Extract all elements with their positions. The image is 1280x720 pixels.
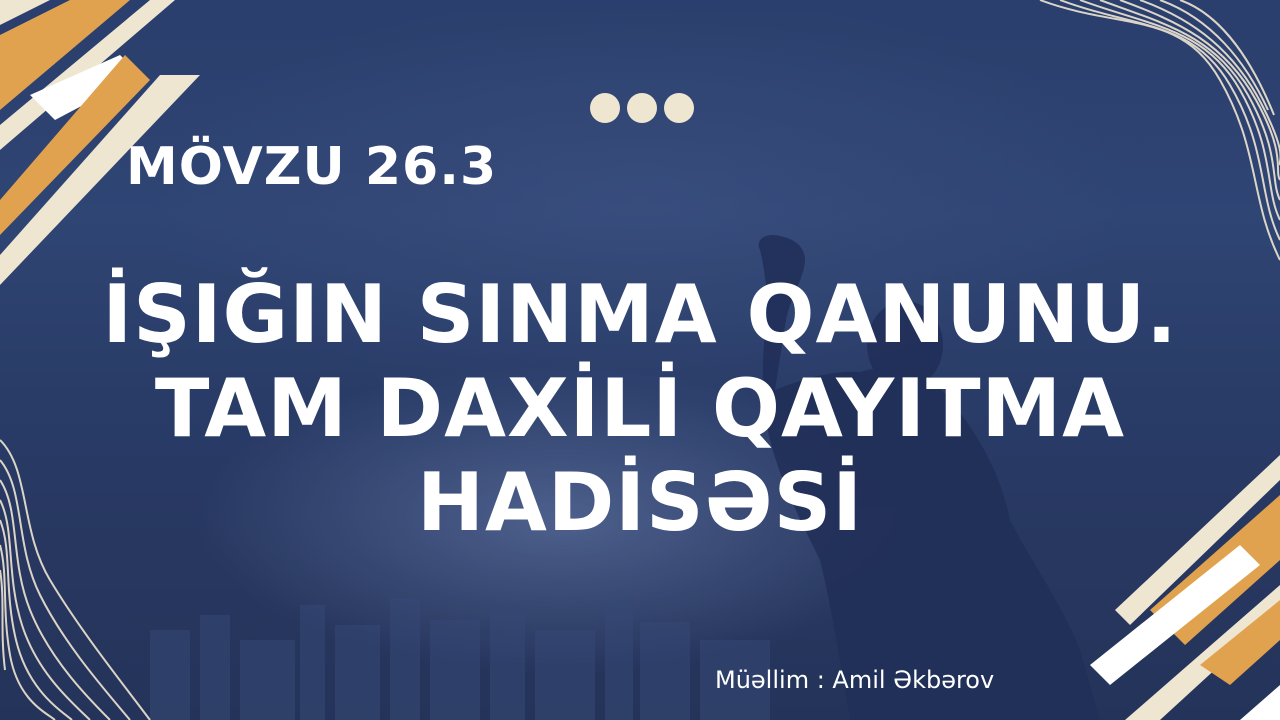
teacher-credit: Müəllim : Amil Əkbərov [715,666,995,694]
dot-ornament [590,93,620,123]
title-line: HADİSƏSİ [417,456,863,549]
dot-ornament [664,93,694,123]
topic-label: MÖVZU 26.3 [126,137,498,197]
dots-ornament [590,93,694,123]
slide-title [40,268,1240,550]
title-line: TAM DAXİLİ QAYITMA [154,362,1126,455]
dot-ornament [627,93,657,123]
title-line: İŞIĞIN SINMA QANUNU. [102,268,1178,361]
